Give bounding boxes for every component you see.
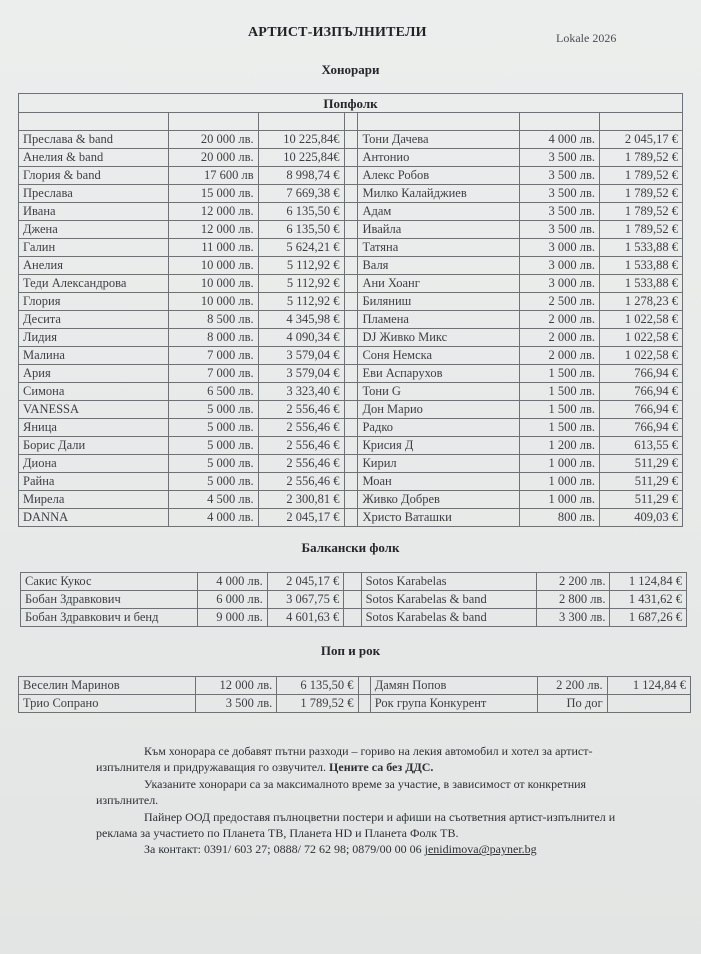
artist-name: Десита [19, 311, 169, 329]
artist-name: Тони G [358, 383, 520, 401]
fee-eur: 10 225,84€ [258, 131, 344, 149]
spacer-cell [344, 329, 358, 347]
artist-name: Моан [358, 473, 520, 491]
fee-eur: 4 345,98 € [258, 311, 344, 329]
fee-eur: 2 045,17 € [267, 573, 343, 591]
fee-eur: 5 112,92 € [258, 275, 344, 293]
fee-bgn: 1 000 лв. [520, 473, 600, 491]
artist-name: Теди Александрова [19, 275, 169, 293]
fee-eur: 511,29 € [600, 491, 683, 509]
fee-eur: 1 533,88 € [600, 275, 683, 293]
spacer-cell [358, 677, 370, 695]
notes-block [96, 743, 636, 858]
table-row [19, 329, 683, 347]
fee-eur: 1 278,23 € [600, 293, 683, 311]
artist-name: Симона [19, 383, 169, 401]
popfolk-table [18, 93, 683, 527]
artist-name: Ивана [19, 203, 169, 221]
spacer-cell [344, 311, 358, 329]
spacer-cell [344, 221, 358, 239]
fee-eur: 6 135,50 € [277, 677, 358, 695]
spacer-cell [344, 509, 358, 527]
artist-name: Бобан Здравкович и бенд [21, 609, 198, 627]
fee-bgn: 1 000 лв. [520, 455, 600, 473]
artist-name: Лидия [19, 329, 169, 347]
fee-eur: 1 022,58 € [600, 347, 683, 365]
vat-note: Цените са без ДДС. [329, 760, 434, 775]
fee-eur: 10 225,84€ [258, 149, 344, 167]
fee-eur: 6 135,50 € [258, 203, 344, 221]
fee-bgn: 10 000 лв. [168, 275, 258, 293]
fee-eur: 5 624,21 € [258, 239, 344, 257]
artist-name: Глория & band [19, 167, 169, 185]
table-row [19, 185, 683, 203]
fee-eur: 4 090,34 € [258, 329, 344, 347]
artist-name: Крисия Д [358, 437, 520, 455]
artist-name: Мирела [19, 491, 169, 509]
fee-eur: 5 112,92 € [258, 257, 344, 275]
fee-bgn: 1 500 лв. [520, 401, 600, 419]
table-row [19, 677, 691, 695]
artist-name: Преслава & band [19, 131, 169, 149]
spacer-cell [344, 185, 358, 203]
spacer-cell [344, 167, 358, 185]
fee-bgn: 6 000 лв. [198, 591, 267, 609]
fee-bgn: 3 000 лв. [520, 257, 600, 275]
fee-bgn: 1 000 лв. [520, 491, 600, 509]
spacer-cell [344, 203, 358, 221]
note-posters: Пайнер ООД предоставя пълноцветни постери и афиши на съответния артист-изпълнител и реклама за участието по Планета ТВ, Планета HD и Планета Фолк ТВ. [96, 809, 616, 841]
artist-name: Соня Немска [358, 347, 520, 365]
fee-bgn: 2 000 лв. [520, 347, 600, 365]
contact-phones: За контакт: 0391/ 603 27; 0888/ 72 62 98; 0879/00 00 06 [144, 842, 425, 857]
fee-eur: 2 556,46 € [258, 455, 344, 473]
fees-subtitle: Хонорари [321, 62, 380, 77]
fee-eur: 6 135,50 € [258, 221, 344, 239]
artist-name: Диона [19, 455, 169, 473]
spacer-cell [344, 239, 358, 257]
fee-bgn: 5 000 лв. [168, 401, 258, 419]
fee-bgn: 12 000 лв. [195, 677, 276, 695]
artist-name: Малина [19, 347, 169, 365]
spacer-cell [344, 437, 358, 455]
fee-eur: 2 556,46 € [258, 419, 344, 437]
spacer-cell [344, 455, 358, 473]
fee-bgn: 1 500 лв. [520, 419, 600, 437]
document-title: АРТИСТ-ИЗПЪЛНИТЕЛИ [248, 25, 427, 40]
artist-name: Анелия [19, 257, 169, 275]
table-header-row-blank [19, 113, 683, 131]
artist-name: Милко Калайджиев [358, 185, 520, 203]
artist-name: Борис Дали [19, 437, 169, 455]
spacer-cell [344, 131, 358, 149]
fee-bgn: 1 500 лв. [520, 383, 600, 401]
artist-name: Глория [19, 293, 169, 311]
artist-name: Биляниш [358, 293, 520, 311]
table-row [21, 609, 687, 627]
fee-bgn: По дог [538, 695, 607, 713]
artist-name: Ария [19, 365, 169, 383]
artist-name: VANESSA [19, 401, 169, 419]
table-row [19, 695, 691, 713]
fee-eur: 613,55 € [600, 437, 683, 455]
fee-bgn: 2 000 лв. [520, 311, 600, 329]
spacer-cell [344, 473, 358, 491]
fee-bgn: 4 000 лв. [520, 131, 600, 149]
table-row [19, 365, 683, 383]
fee-eur: 1 789,52 € [600, 221, 683, 239]
note-max-time: Указаните хонорари са за максималното време за участие, в зависимост от конкретния изпълнител. [96, 776, 587, 808]
artist-name: Джена [19, 221, 169, 239]
artist-name: Sotos Karabelas & band [361, 591, 536, 609]
fee-bgn: 5 000 лв. [168, 455, 258, 473]
contact-email-link[interactable]: jenidimova@payner.bg [424, 842, 537, 857]
fee-bgn: 3 500 лв. [520, 203, 600, 221]
fee-eur: 1 533,88 € [600, 239, 683, 257]
table-row [19, 401, 683, 419]
fee-bgn: 2 200 лв. [538, 677, 607, 695]
spacer-cell [344, 609, 361, 627]
spacer-cell [344, 573, 361, 591]
artist-name: Адам [358, 203, 520, 221]
fee-bgn: 15 000 лв. [168, 185, 258, 203]
fee-bgn: 800 лв. [520, 509, 600, 527]
popfolk-section-title: Попфолк [19, 94, 683, 113]
fee-bgn: 3 300 лв. [537, 609, 610, 627]
fee-bgn: 9 000 лв. [198, 609, 267, 627]
artist-name: Кирил [358, 455, 520, 473]
fee-eur: 1 789,52 € [600, 149, 683, 167]
spacer-cell [344, 257, 358, 275]
table-row [19, 311, 683, 329]
artist-name: Радко [358, 419, 520, 437]
table-row [19, 509, 683, 527]
spacer-cell [344, 275, 358, 293]
fee-bgn: 4 000 лв. [168, 509, 258, 527]
fee-eur: 1 789,52 € [600, 185, 683, 203]
fee-eur: 2 556,46 € [258, 401, 344, 419]
artist-name: Веселин Маринов [19, 677, 196, 695]
fee-bgn: 5 000 лв. [168, 473, 258, 491]
fee-bgn: 4 000 лв. [198, 573, 267, 591]
artist-name: Рок група Конкурент [370, 695, 538, 713]
table-row [21, 573, 687, 591]
spacer-cell [344, 419, 358, 437]
fee-eur: 8 998,74 € [258, 167, 344, 185]
fee-bgn: 4 500 лв. [168, 491, 258, 509]
fee-eur: 409,03 € [600, 509, 683, 527]
artist-name: Дамян Попов [370, 677, 538, 695]
fee-bgn: 10 000 лв. [168, 257, 258, 275]
fee-eur: 1 687,26 € [610, 609, 687, 627]
fee-bgn: 6 500 лв. [168, 383, 258, 401]
fee-bgn: 11 000 лв. [168, 239, 258, 257]
fee-eur: 766,94 € [600, 365, 683, 383]
fee-eur: 3 579,04 € [258, 347, 344, 365]
fee-bgn: 5 000 лв. [168, 437, 258, 455]
artist-name: Трио Сопрано [19, 695, 196, 713]
fee-bgn: 3 500 лв. [195, 695, 276, 713]
artist-name: Антонио [358, 149, 520, 167]
artist-name: Валя [358, 257, 520, 275]
fee-eur: 1 431,62 € [610, 591, 687, 609]
artist-name: Тони Дачева [358, 131, 520, 149]
spacer-cell [358, 695, 370, 713]
table-row [19, 293, 683, 311]
fee-eur: 1 789,52 € [600, 167, 683, 185]
artist-name: Татяна [358, 239, 520, 257]
fee-bgn: 3 000 лв. [520, 239, 600, 257]
table-row [19, 239, 683, 257]
artist-name: Райна [19, 473, 169, 491]
fee-eur: 2 045,17 € [600, 131, 683, 149]
table-row [19, 455, 683, 473]
fee-eur: 1 124,84 € [607, 677, 690, 695]
fee-eur: 1 022,58 € [600, 329, 683, 347]
fee-eur [607, 695, 690, 713]
fee-eur: 1 789,52 € [600, 203, 683, 221]
fee-bgn: 3 500 лв. [520, 167, 600, 185]
edition-label: Lokale 2026 [556, 31, 617, 45]
artist-name: DANNA [19, 509, 169, 527]
fee-eur: 1 789,52 € [277, 695, 358, 713]
table-row [19, 203, 683, 221]
table-row [19, 437, 683, 455]
fee-eur: 766,94 € [600, 419, 683, 437]
artist-name: Пламена [358, 311, 520, 329]
fee-eur: 2 556,46 € [258, 473, 344, 491]
artist-name: Анелия & band [19, 149, 169, 167]
artist-name: Сакис Кукос [21, 573, 198, 591]
fee-eur: 3 067,75 € [267, 591, 343, 609]
artist-name: Галин [19, 239, 169, 257]
table-row [19, 491, 683, 509]
fee-eur: 4 601,63 € [267, 609, 343, 627]
fee-eur: 1 124,84 € [610, 573, 687, 591]
fee-eur: 511,29 € [600, 473, 683, 491]
table-row [19, 167, 683, 185]
spacer-cell [344, 383, 358, 401]
artist-name: Ивайла [358, 221, 520, 239]
fee-eur: 511,29 € [600, 455, 683, 473]
spacer-cell [344, 347, 358, 365]
artist-name: Sotos Karabelas [361, 573, 536, 591]
fee-bgn: 5 000 лв. [168, 419, 258, 437]
fee-bgn: 12 000 лв. [168, 221, 258, 239]
table-row [19, 131, 683, 149]
fee-bgn: 1 500 лв. [520, 365, 600, 383]
poprock-table [18, 676, 691, 713]
table-row [19, 347, 683, 365]
fee-bgn: 20 000 лв. [168, 149, 258, 167]
table-row [19, 383, 683, 401]
fee-bgn: 3 500 лв. [520, 221, 600, 239]
artist-name: Преслава [19, 185, 169, 203]
artist-name: DJ Живко Микс [358, 329, 520, 347]
artist-name: Sotos Karabelas & band [361, 609, 536, 627]
spacer-cell [344, 491, 358, 509]
note-travel-costs: Към хонорара се добавят пътни разходи – гориво на лекия автомобил и хотел за артист-изпълнителя и придружаващия го озвучител. Цените са без ДДС. [96, 744, 593, 775]
fee-bgn: 2 500 лв. [520, 293, 600, 311]
fee-bgn: 8 500 лв. [168, 311, 258, 329]
artist-name: Бобан Здравкович [21, 591, 198, 609]
fee-eur: 3 579,04 € [258, 365, 344, 383]
fee-bgn: 8 000 лв. [168, 329, 258, 347]
table-row [19, 419, 683, 437]
balkan-table [20, 572, 687, 627]
spacer-cell [344, 365, 358, 383]
artist-name: Алекс Робов [358, 167, 520, 185]
fee-eur: 2 300,81 € [258, 491, 344, 509]
fee-bgn: 2 800 лв. [537, 591, 610, 609]
spacer-cell [344, 293, 358, 311]
table-row [19, 275, 683, 293]
spacer-cell [344, 591, 361, 609]
fee-bgn: 3 500 лв. [520, 185, 600, 203]
fee-bgn: 3 500 лв. [520, 149, 600, 167]
artist-name: Дон Марио [358, 401, 520, 419]
fee-eur: 2 556,46 € [258, 437, 344, 455]
balkan-section-title: Балкански фолк [301, 540, 400, 555]
poprock-section-title: Поп и рок [320, 643, 381, 658]
fee-bgn: 10 000 лв. [168, 293, 258, 311]
fee-bgn: 2 200 лв. [537, 573, 610, 591]
artist-name: Живко Добрев [358, 491, 520, 509]
fee-bgn: 7 000 лв. [168, 347, 258, 365]
fee-eur: 2 045,17 € [258, 509, 344, 527]
table-row [19, 257, 683, 275]
fee-eur: 3 323,40 € [258, 383, 344, 401]
fee-eur: 1 533,88 € [600, 257, 683, 275]
fee-eur: 1 022,58 € [600, 311, 683, 329]
table-row [19, 473, 683, 491]
artist-name: Ани Хоанг [358, 275, 520, 293]
fee-eur: 5 112,92 € [258, 293, 344, 311]
fee-bgn: 7 000 лв. [168, 365, 258, 383]
artist-name: Христо Ваташки [358, 509, 520, 527]
fee-bgn: 17 600 лв [168, 167, 258, 185]
fee-bgn: 2 000 лв. [520, 329, 600, 347]
table-row [19, 149, 683, 167]
spacer-cell [344, 149, 358, 167]
fee-eur: 7 669,38 € [258, 185, 344, 203]
artist-name: Еви Аспарухов [358, 365, 520, 383]
spacer-cell [344, 401, 358, 419]
fee-eur: 766,94 € [600, 383, 683, 401]
table-row [19, 221, 683, 239]
table-row [21, 591, 687, 609]
fee-bgn: 20 000 лв. [168, 131, 258, 149]
fee-eur: 766,94 € [600, 401, 683, 419]
fee-bgn: 3 000 лв. [520, 275, 600, 293]
fee-bgn: 12 000 лв. [168, 203, 258, 221]
artist-name: Яница [19, 419, 169, 437]
note-contact [96, 841, 636, 857]
fee-bgn: 1 200 лв. [520, 437, 600, 455]
